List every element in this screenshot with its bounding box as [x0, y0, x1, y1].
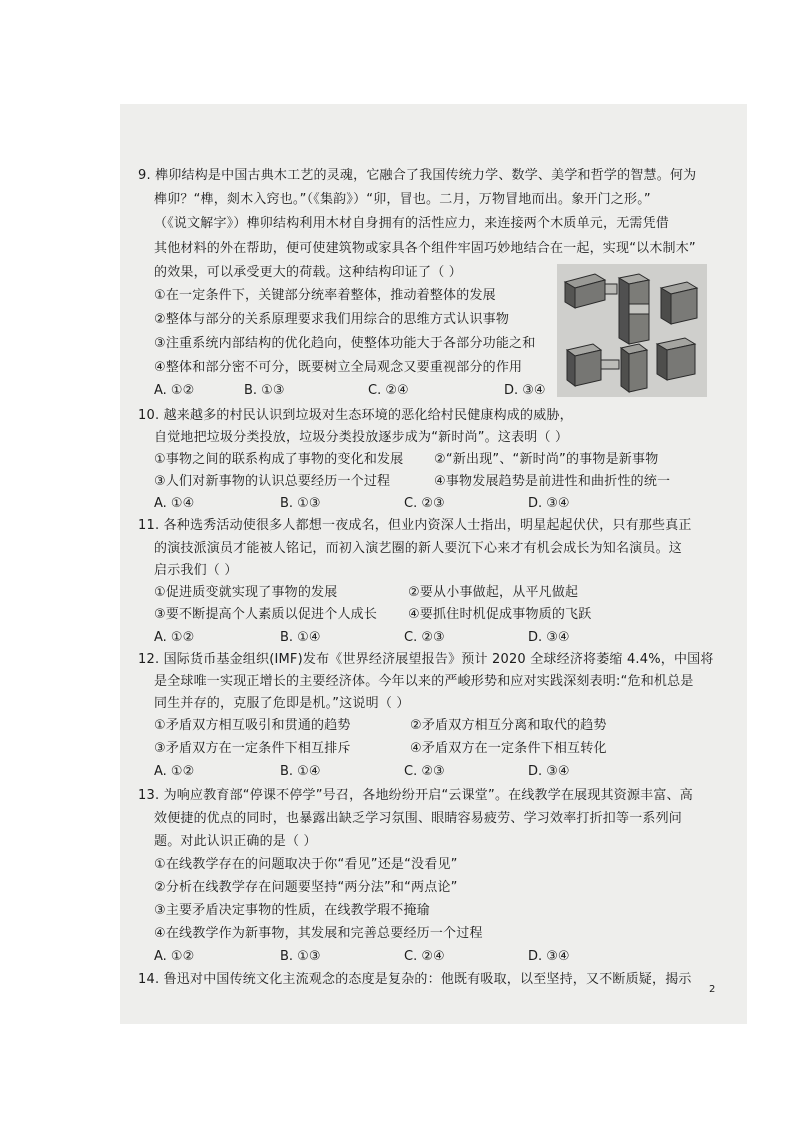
q12-stem-line-2: 是全球唯一实现正增长的主要经济体。今年以来的严峻形势和应对实践深刻表明:“危和机总是 — [154, 674, 694, 689]
q12-option-d: D. ③④ — [528, 764, 570, 779]
q10-option-a: A. ①④ — [154, 496, 195, 511]
q12-statement-2: ②矛盾双方相互分离和取代的趋势 — [410, 718, 607, 733]
q13-option-b: B. ①③ — [280, 949, 321, 964]
q11-stem-line-3: 启示我们（ ） — [154, 563, 238, 578]
q9-stem-line-2: 榫卯？“榫，剡木入窍也。”（《集韵》）“卯，冒也。二月，万物冒地而出。象开门之形。” — [154, 192, 651, 207]
q9-statement-1: ①在一定条件下，关键部分统率着整体，推动着整体的发展 — [154, 288, 496, 303]
q10-stem-line-2: 自觉地把垃圾分类投放，垃圾分类投放逐步成为“新时尚”。这表明（ ） — [154, 430, 569, 445]
q14-stem-line-1: 14. 鲁迅对中国传统文化主流观念的态度是复杂的：他既有吸取，以至坚持，又不断质疑，揭示 — [138, 972, 692, 987]
q9-statement-4: ④整体和部分密不可分，既要树立全局观念又要重视部分的作用 — [154, 360, 523, 375]
q13-statement-2: ②分析在线教学存在问题要坚持“两分法”和“两点论” — [154, 880, 458, 895]
q13-statement-1: ①在线教学存在的问题取决于你“看见”还是“没看见” — [154, 857, 458, 872]
q10-option-d: D. ③④ — [528, 496, 570, 511]
q9-option-d: D. ③④ — [504, 383, 546, 398]
q13-stem-line-3: 题。对此认识正确的是（ ） — [154, 834, 317, 849]
q12-statement-4: ④矛盾双方在一定条件下相互转化 — [410, 741, 607, 756]
page-number: 2 — [709, 984, 716, 995]
q10-statement-2: ②“新出现”、“新时尚”的事物是新事物 — [434, 452, 659, 467]
q12-option-c: C. ②③ — [404, 764, 445, 779]
q11-stem-line-2: 的演技派演员才能被人铭记，而初入演艺圈的新人要沉下心来才有机会成长为知名演员。这 — [154, 541, 683, 556]
q11-option-c: C. ②③ — [404, 630, 445, 645]
q10-stem-line-1: 10. 越来越多的村民认识到垃圾对生态环境的恶化给村民健康构成的威胁， — [138, 408, 573, 423]
q13-stem-line-2: 效便捷的优点的同时，也暴露出缺乏学习氛围、眼睛容易疲劳、学习效率打折扣等一系列问 — [154, 811, 683, 826]
q9-stem-line-4: 其他材料的外在帮助，便可使建筑物或家具各个组件牢固巧妙地结合在一起，实现“以木制木” — [154, 241, 696, 256]
q13-option-a: A. ①② — [154, 949, 195, 964]
q10-statement-1: ①事物之间的联系构成了事物的变化和发展 — [154, 452, 404, 467]
q10-statement-3: ③人们对新事物的认识总要经历一个过程 — [154, 474, 391, 489]
q12-option-b: B. ①④ — [280, 764, 321, 779]
q13-statement-4: ④在线教学作为新事物，其发展和完善总要经历一个过程 — [154, 926, 483, 941]
q9-stem-line-1: 9. 榫卯结构是中国古典木工艺的灵魂，它融合了我国传统力学、数学、美学和哲学的智慧。何为 — [138, 168, 697, 183]
q13-option-c: C. ②④ — [404, 949, 445, 964]
q12-stem-line-1: 12. 国际货币基金组织(IMF)发布《世界经济展望报告》预计 2020 全球经济将萎缩 4.4%，中国将 — [138, 652, 714, 667]
q9-option-b: B. ①③ — [244, 383, 285, 398]
q12-stem-line-3: 同生并存的，克服了危即是机。”这说明（ ） — [154, 696, 410, 711]
q9-stem-line-3: （《说文解字》）榫卯结构利用木材自身拥有的活性应力，来连接两个木质单元，无需凭借 — [154, 216, 670, 231]
mortise-tenon-figure — [557, 264, 707, 397]
q11-option-d: D. ③④ — [528, 630, 570, 645]
q13-statement-3: ③主要矛盾决定事物的性质，在线教学瑕不掩瑜 — [154, 903, 430, 918]
q11-stem-line-1: 11. 各种选秀活动使很多人都想一夜成名，但业内资深人士指出，明星起起伏伏，只有那些真正 — [138, 518, 692, 533]
q9-statement-2: ②整体与部分的关系原理要求我们用综合的思维方式认识事物 — [154, 312, 510, 327]
q13-option-d: D. ③④ — [528, 949, 570, 964]
q11-option-a: A. ①② — [154, 630, 195, 645]
q9-option-a: A. ①② — [154, 383, 195, 398]
q12-statement-1: ①矛盾双方相互吸引和贯通的趋势 — [154, 718, 351, 733]
q9-stem-line-5: 的效果，可以承受更大的荷载。这种结构印证了（ ） — [154, 265, 462, 280]
q13-stem-line-1: 13. 为响应教育部“停课不停学”号召，各地纷纷开启“云课堂”。在线教学在展现其资源丰富、高 — [138, 788, 693, 803]
q11-option-b: B. ①④ — [280, 630, 321, 645]
q11-statement-4: ④要抓住时机促成事物质的飞跃 — [408, 607, 592, 622]
q11-statement-1: ①促进质变就实现了事物的发展 — [154, 585, 338, 600]
q9-statement-3: ③注重系统内部结构的优化趋向，使整体功能大于各部分功能之和 — [154, 336, 536, 351]
exam-page — [120, 104, 747, 1024]
q12-option-a: A. ①② — [154, 764, 195, 779]
q10-statement-4: ④事物发展趋势是前进性和曲折性的统一 — [434, 474, 671, 489]
q12-statement-3: ③矛盾双方在一定条件下相互排斥 — [154, 741, 351, 756]
mortise-tenon-illustration — [557, 264, 707, 397]
q11-statement-2: ②要从小事做起，从平凡做起 — [408, 585, 579, 600]
q10-option-b: B. ①③ — [280, 496, 321, 511]
q9-option-c: C. ②④ — [368, 383, 409, 398]
q11-statement-3: ③要不断提高个人素质以促进个人成长 — [154, 607, 378, 622]
q10-option-c: C. ②③ — [404, 496, 445, 511]
